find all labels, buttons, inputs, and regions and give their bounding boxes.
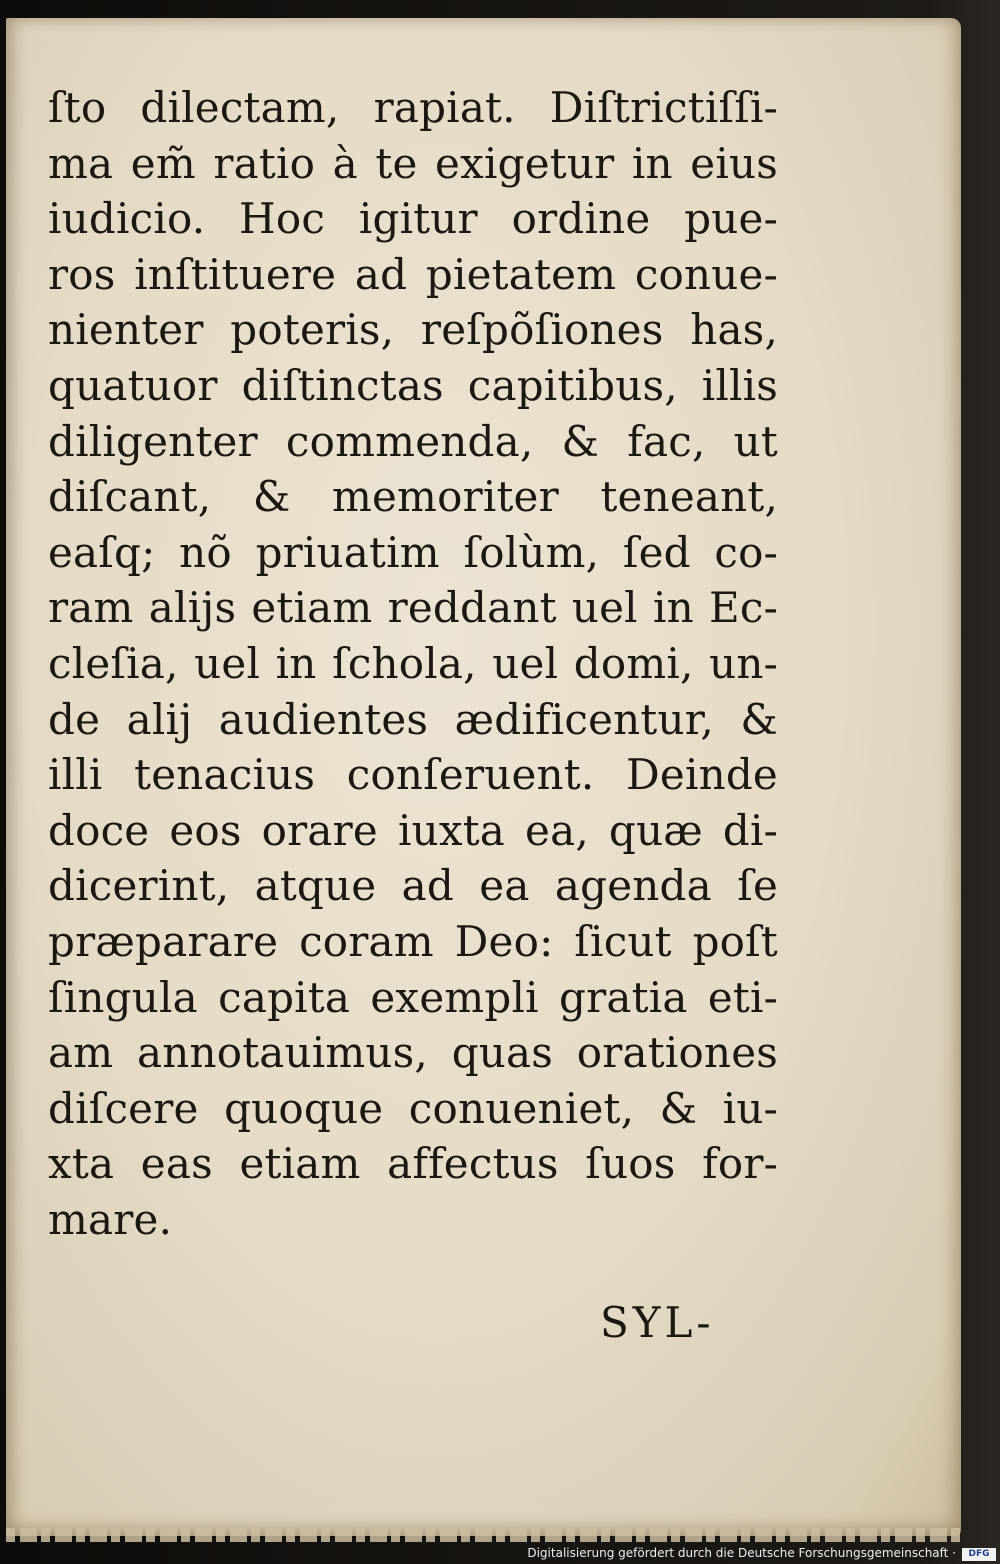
text-line-3: iudicio. Hoc igitur ordine pue- [48,194,778,244]
dfg-logo: DFG [962,1548,996,1561]
text-line-10: ram alijs etiam reddant uel in Ec- [48,583,778,633]
text-line-16: præparare coram Deo: ſicut poſt [48,916,778,966]
catchword: SYL- [600,1298,715,1347]
text-line-1: ſto dilectam, rapiat. Diſtrictiſſi- [48,83,778,132]
text-line-13: illi tenacius conſeruent. Deinde [48,750,778,800]
text-line-11: cleſia, uel in ſchola, uel domi, un- [48,638,778,688]
text-line-2: ma em̃ ratio à te exigetur in eius [48,138,778,188]
text-line-19: diſcere quoque conueniet, & iu- [48,1083,778,1133]
text-line-9: eaſq; nõ priuatim ſolùm, ſed co- [48,527,778,577]
text-line-5: nienter poteris, reſpõſiones has, [48,305,778,355]
text-line-21: mare. [48,1194,173,1244]
body-text [48,80,778,1247]
text-line-6: quatuor diſtinctas capitibus, illis [48,360,778,410]
text-line-14: doce eos orare iuxta ea, quæ di- [48,805,778,855]
text-line-12: de alij audientes ædificentur, & [48,694,778,744]
text-line-15: dicerint, atque ad ea agenda ſe [48,861,778,911]
book-page [6,18,961,1536]
text-line-17: ſingula capita exempli gratia eti- [48,972,778,1022]
text-line-7: diligenter commenda, & fac, ut [48,416,778,466]
digitization-credit: Digitalisierung gefördert durch die Deutsche Forschungsgemeinschaft · [527,1546,956,1560]
text-line-4: ros inſtituere ad pietatem conue- [48,249,778,299]
text-line-18: am annotauimus, quas orationes [48,1028,778,1078]
text-line-20: xta eas etiam affectus ſuos for- [48,1139,778,1189]
text-line-8: diſcant, & memoriter teneant, [48,472,778,522]
